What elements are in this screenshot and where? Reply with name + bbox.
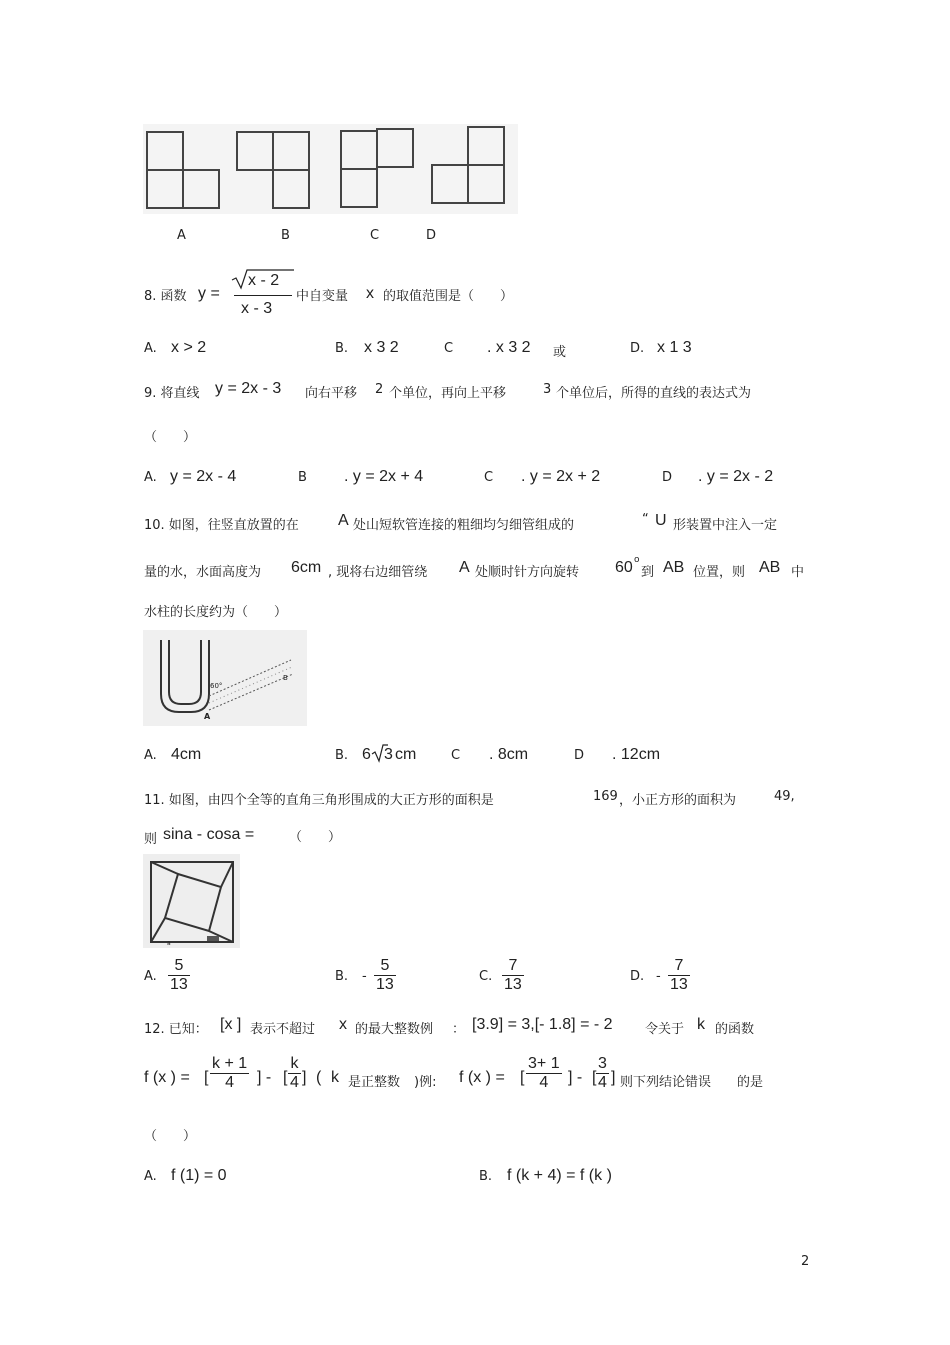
- q8-suffix: 中自变量: [296, 289, 349, 304]
- q11-option-c-num: 7: [502, 957, 524, 976]
- q11-option-b-sign: -: [362, 969, 367, 984]
- q11-option-a-fraction: [168, 957, 190, 994]
- q10-figure: [143, 630, 307, 726]
- q12-paren-r: )例:: [414, 1075, 437, 1090]
- q10-option-b-rad: 3: [384, 746, 393, 763]
- q8-numerator: x - 2: [248, 272, 280, 289]
- q11-fig-a: a: [167, 940, 171, 947]
- q10-height: 6cm: [291, 559, 322, 576]
- q11-line1-b: ，小正方形的面积为: [619, 793, 737, 808]
- q9-option-b-label: B: [298, 470, 307, 485]
- q12-line1-e: 令关于: [645, 1022, 685, 1037]
- q8-option-d: x 1 3: [657, 339, 692, 356]
- q10-line3: 水柱的长度约为（ ）: [144, 605, 288, 620]
- q12-paren-l: (: [316, 1069, 322, 1086]
- q12-fraction-2-num: k: [288, 1055, 301, 1074]
- q12-fraction-3-den: 4: [539, 1074, 549, 1091]
- q9-prefix: 9. 将直线: [144, 386, 200, 401]
- q12-bracket-6: ] -: [568, 1069, 583, 1086]
- q11-paren: （ ）: [289, 830, 342, 845]
- q12-line1-a: 12. 已知：: [144, 1022, 208, 1037]
- q7-label-c: C: [370, 228, 380, 243]
- q11-num-1: 169: [593, 789, 618, 804]
- q12-fraction-4: [596, 1055, 609, 1092]
- q12-bracket-x: [x ]: [220, 1016, 242, 1033]
- q8-option-c-label: C: [444, 341, 454, 356]
- q10-fig-a: A: [204, 712, 211, 721]
- q10-option-b-label: B.: [335, 748, 349, 763]
- q8-prefix: 8. 函数: [144, 289, 187, 304]
- q8-denominator: x - 3: [241, 300, 273, 317]
- q9-option-c: . y = 2x + 2: [521, 468, 601, 485]
- q10-option-b-coef: 6: [362, 746, 371, 763]
- q8-option-d-label: D.: [630, 341, 645, 356]
- q10-option-a-label: A.: [144, 748, 157, 763]
- q11-option-a-num: 5: [168, 957, 190, 976]
- q11-line2-a: 则: [144, 832, 158, 847]
- q11-expression: sina - cosa =: [163, 826, 255, 843]
- q12-bracket-8: ]: [611, 1069, 616, 1086]
- q9-text-1: 向右平移: [305, 386, 358, 401]
- q10-ab2: AB: [759, 559, 781, 576]
- q11-option-d-num: 7: [668, 957, 690, 976]
- q11-figure: [143, 854, 240, 948]
- q10-line2-d: 到: [641, 565, 655, 580]
- q12-option-b-label: B.: [479, 1169, 493, 1184]
- q12-k2: k: [331, 1069, 339, 1086]
- q12-fraction-1: [210, 1055, 249, 1092]
- q12-fraction-2: [288, 1055, 301, 1092]
- q11-option-c-fraction: [502, 957, 524, 994]
- q10-option-c: . 8cm: [489, 746, 529, 763]
- q12-line2-c: 的是: [737, 1075, 764, 1090]
- q12-fraction-3: [526, 1055, 562, 1092]
- q8-option-c: . x 3 2: [487, 339, 531, 356]
- q9-option-d-label: D: [662, 470, 673, 485]
- q9-option-a-label: A.: [144, 470, 157, 485]
- q12-k-desc: 是正整数: [348, 1075, 401, 1090]
- q11-option-b-label: B.: [335, 969, 349, 984]
- q10-option-a: 4cm: [171, 746, 202, 763]
- q12-line2-b: 则下列结论错误: [620, 1075, 712, 1090]
- q11-option-a-label: A.: [144, 969, 157, 984]
- q10-option-b-unit: cm: [395, 746, 417, 763]
- q10-point-a: A: [338, 512, 349, 529]
- q11-option-d-fraction: [668, 957, 690, 994]
- q8-fraction-bar: [234, 295, 292, 296]
- q8-option-b: x 3 2: [364, 339, 399, 356]
- q12-fx: f (x ) =: [144, 1069, 190, 1086]
- q10-point-a2: A: [459, 559, 470, 576]
- q10-option-d: . 12cm: [612, 746, 661, 763]
- q10-line2-e: 位置，则: [693, 565, 746, 580]
- q11-option-b-fraction: [374, 957, 396, 994]
- q12-fraction-4-num: 3: [598, 1055, 607, 1072]
- q12-fx2: f (x ) =: [459, 1069, 505, 1086]
- q8-var: x: [366, 285, 374, 302]
- q12-x: x: [339, 1016, 347, 1033]
- q10-line1-c: 形装置中注入一定: [673, 518, 778, 533]
- q12-option-a: f (1) = 0: [171, 1167, 227, 1184]
- q12-bracket-7: [: [592, 1069, 597, 1086]
- q10-fig-b: B: [283, 674, 288, 682]
- q11-num-2: 49,: [774, 789, 795, 804]
- q10-degree-sup: o: [634, 555, 640, 565]
- q9-num-2: 3: [543, 382, 552, 397]
- q12-fraction-4-den: 4: [598, 1074, 607, 1091]
- q10-degree: 60: [615, 559, 633, 576]
- q12-line1-f: 的函数: [715, 1022, 755, 1037]
- page-number: 2: [801, 1254, 810, 1269]
- q9-paren: （ ）: [144, 430, 197, 445]
- q11-option-c-den: 13: [504, 976, 522, 993]
- q12-example: [3.9] = 3,[- 1.8] = - 2: [472, 1016, 613, 1033]
- q11-option-b-den: 13: [376, 976, 394, 993]
- q7-label-b: B: [281, 228, 290, 243]
- q12-line1-d: ：: [452, 1022, 466, 1037]
- q8-option-b-label: B.: [335, 341, 349, 356]
- q9-option-c-label: C: [484, 470, 494, 485]
- q9-equation: y = 2x - 3: [215, 380, 282, 397]
- q8-option-c-extra: 或: [553, 345, 567, 360]
- q10-line2-a: 量的水，水面高度为: [144, 565, 262, 580]
- q12-line1-c: 的最大整数例: [355, 1022, 434, 1037]
- q12-k: k: [697, 1016, 705, 1033]
- q12-option-a-label: A.: [144, 1169, 157, 1184]
- q12-bracket-2: ] -: [257, 1069, 272, 1086]
- q10-line2-b: , 现将右边细管绕: [328, 565, 428, 580]
- q8-option-a: x > 2: [171, 339, 207, 356]
- q9-text-2: 个单位，再向上平移: [389, 386, 507, 401]
- q9-num-1: 2: [375, 382, 384, 397]
- q12-paren: （ ）: [144, 1129, 197, 1144]
- q12-bracket-3: [: [283, 1069, 288, 1086]
- q12-option-b: f (k + 4) = f (k ): [507, 1167, 612, 1184]
- q10-option-c-label: C: [451, 748, 461, 763]
- q10-option-d-label: D: [574, 748, 585, 763]
- q12-bracket-1: [: [204, 1069, 209, 1086]
- q9-option-a: y = 2x - 4: [170, 468, 237, 485]
- q12-fraction-3-num: 3+ 1: [528, 1055, 560, 1072]
- q12-bracket-5: [: [520, 1069, 525, 1086]
- q9-text-3: 个单位后，所得的直线的表达式为: [556, 386, 752, 401]
- q8-ask: 的取值范围是（ ）: [383, 289, 514, 304]
- q8-option-a-label: A.: [144, 341, 157, 356]
- q11-option-c-label: C.: [479, 969, 493, 984]
- q7-label-a: A: [177, 228, 186, 243]
- q10-fig-angle: 60°: [210, 682, 223, 690]
- q10-ab: AB: [663, 559, 685, 576]
- q9-option-d: . y = 2x - 2: [698, 468, 774, 485]
- q11-option-b-num: 5: [374, 957, 396, 976]
- q12-fraction-1-num: k + 1: [212, 1055, 248, 1072]
- q12-fraction-2-den: 4: [290, 1074, 299, 1091]
- q12-fraction-1-den: 4: [225, 1074, 235, 1091]
- q7-figure: [143, 124, 518, 214]
- q12-line1-b: 表示不超过: [250, 1022, 316, 1037]
- q11-line1-a: 11. 如图，由四个全等的直角三角形围成的大正方形的面积是: [144, 793, 494, 808]
- q10-quote: “: [642, 512, 649, 527]
- q10-line1-a: 10. 如图，往竖直放置的在: [144, 518, 299, 533]
- q10-line2-f: 中: [791, 565, 805, 580]
- q10-line1-b: 处山短软管连接的粗细均匀细管组成的: [353, 518, 575, 533]
- q7-label-d: D: [426, 228, 437, 243]
- q12-bracket-4: ]: [302, 1069, 307, 1086]
- q9-option-b: . y = 2x + 4: [344, 468, 424, 485]
- q11-option-a-den: 13: [170, 976, 188, 993]
- q11-option-d-den: 13: [670, 976, 688, 993]
- q10-u: U: [655, 512, 667, 529]
- q11-option-d-label: D.: [630, 969, 645, 984]
- q11-option-d-sign: -: [656, 969, 661, 984]
- q8-y-eq: y =: [198, 285, 220, 302]
- q10-line2-c: 处顺时针方向旋转: [475, 565, 580, 580]
